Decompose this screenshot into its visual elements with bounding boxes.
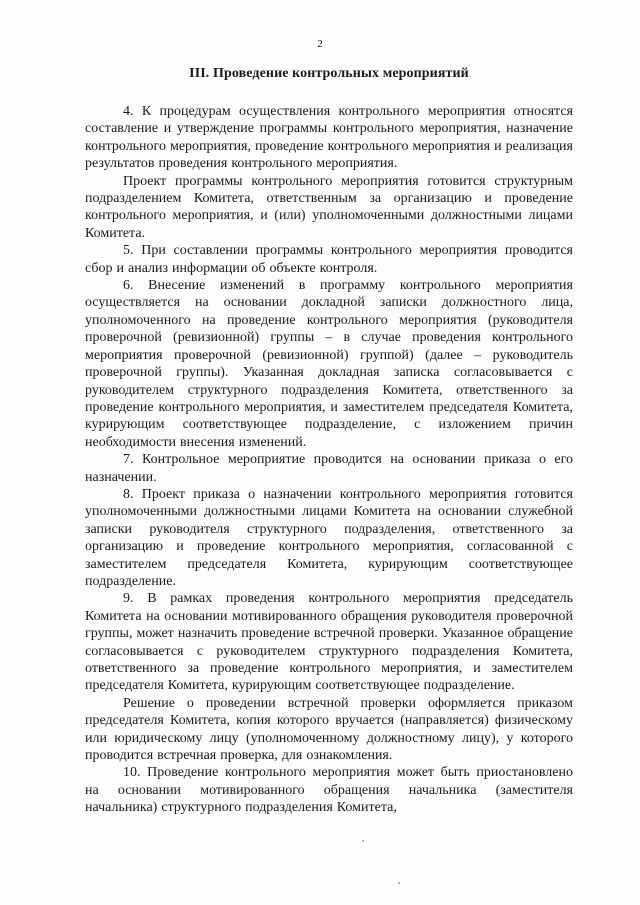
paragraph-4-program-draft: Проект программы контрольного мероприятия готовится структурным подразделением Комитета, ответственным за организацию и проведение контрольного мероприятия, и (или) уполномоченными должностными лицами Комитета. [85,173,573,241]
paragraph-10: 10. Проведение контрольного мероприятия может быть приостановлено на основании мотивированного обращения начальника (заместителя начальника) структурного подразделения Комитета, [85,765,573,816]
paragraph-4: 4. К процедурам осуществления контрольного мероприятия относятся составление и утверждение программы контрольного мероприятия, назначение контрольного мероприятия, проведение контрольного мероприятия и реализация результатов проведения контрольного мероприятия. [85,104,573,172]
page-number: 2 [317,38,323,50]
paragraph-9: 9. В рамках проведения контрольного мероприятия председатель Комитета на основании мотивированного обращения руководителя проверочной группы, может назначить проведение встречной проверки. Указанное обращение согласовывается с руководителем структурного подразделения Комитета, ответственного за проведение контрольного мероприятия, и заместителем председателя Комитета, курирующим соответствующее подразделение. [85,591,573,694]
scan-speck [362,840,364,842]
document-body [85,103,573,817]
section-heading: III. Проведение контрольных мероприятий [189,66,469,81]
paragraph-9-counter-check-decision: Решение о проведении встречной проверки оформляется приказом председателя Комитета, копия которого вручается (направляется) физическому или юридическому лицу (уполномоченному должностному лицу), у которого проводится встречная проверка, для ознакомления. [85,695,573,764]
paragraph-8: 8. Проект приказа о назначении контрольного мероприятия готовится уполномоченными должностными лицами Комитета на основании служебной записки руководителя структурного подразделения, ответственного за организацию и проведение контрольного мероприятия, согласованной с заместителем председателя Комитета, курирующим соответствующее подразделение. [85,486,573,589]
paragraph-6: 6. Внесение изменений в программу контрольного мероприятия осуществляется на основании докладной записки должностного лица, уполномоченного на проведение контрольного мероприятия (руководителя проверочной (ревизионной) группы – в случае проведения контрольного мероприятия проверочной (ревизионной) группой) (далее – руководитель проверочной группы). Указанная докладная записка согласовывается с руководителем структурного подразделения Комитета, ответственного за проведение контрольного мероприятия, и заместителем председателя Комитета, курирующим соответствующее подразделение, с изложением причин необходимости внесения изменений. [85,278,573,450]
paragraph-7: 7. Контрольное мероприятие проводится на основании приказа о его назначении. [85,452,573,485]
scan-speck [398,882,400,884]
paragraph-5: 5. При составлении программы контрольного мероприятия проводится сбор и анализ информации об объекте контроля. [85,243,573,276]
